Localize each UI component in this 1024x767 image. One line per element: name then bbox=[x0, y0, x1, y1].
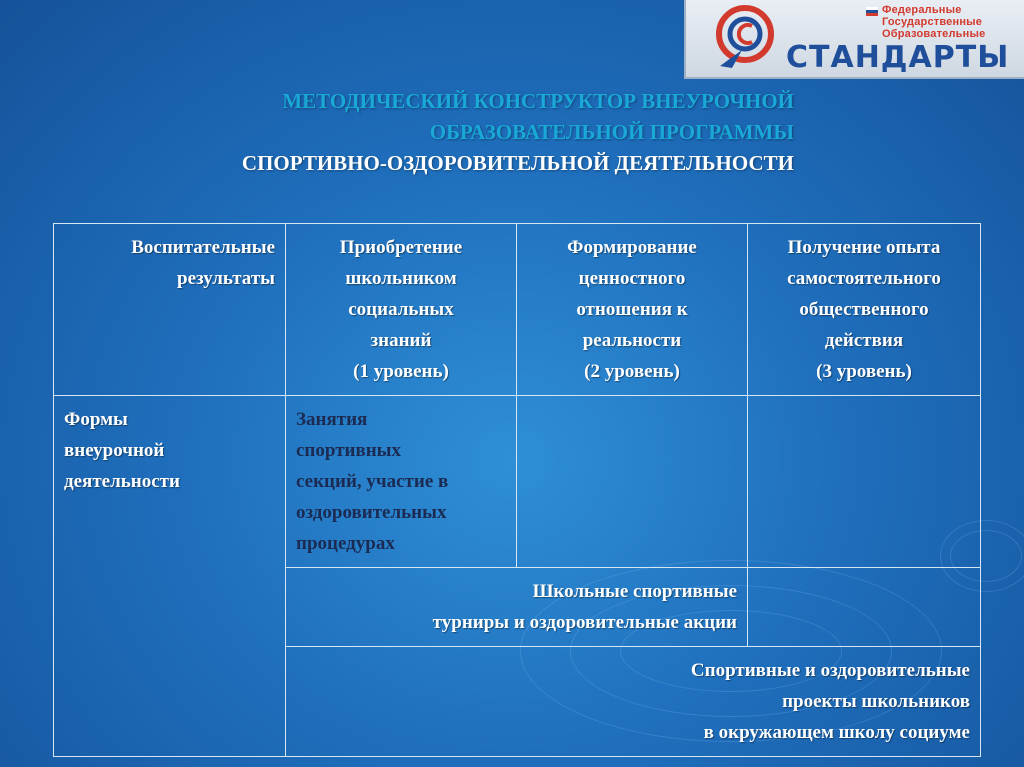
empty-cell bbox=[748, 396, 981, 568]
forms-label-cell: Формы внеурочной деятельности bbox=[54, 396, 286, 757]
header-level-2: Формирование ценностного отношения к реальности (2 уровень) bbox=[517, 224, 748, 396]
title-line-1: МЕТОДИЧЕСКИЙ КОНСТРУКТОР ВНЕУРОЧНОЙ bbox=[282, 89, 794, 113]
empty-cell bbox=[748, 568, 981, 647]
logo-title: СТАНДАРТЫ bbox=[786, 40, 1010, 75]
title-line-2: ОБРАЗОВАТЕЛЬНОЙ ПРОГРАММЫ bbox=[429, 120, 794, 144]
table-row bbox=[54, 396, 981, 568]
fgos-logo bbox=[684, 0, 1024, 79]
title-line-3: СПОРТИВНО-ОЗДОРОВИТЕЛЬНОЙ ДЕЯТЕЛЬНОСТИ bbox=[241, 151, 794, 175]
header-level-1: Приобретение школьником социальных знаний (1 уровень) bbox=[286, 224, 517, 396]
form-projects-cell: Спортивные и оздоровительные проекты школьников в окружающем школу социуме bbox=[286, 647, 981, 757]
constructor-table bbox=[53, 223, 981, 757]
fgos-emblem-icon bbox=[712, 4, 778, 72]
empty-cell bbox=[517, 396, 748, 568]
form-sport-sections-cell: Занятия спортивных секций, участие в оздоровительных процедурах bbox=[286, 396, 517, 568]
table-header-row bbox=[54, 224, 981, 396]
header-level-3: Получение опыта самостоятельного общественного действия (3 уровень) bbox=[748, 224, 981, 396]
page-title bbox=[100, 86, 794, 179]
logo-subtitle: Федеральные Государственные Образовательные bbox=[882, 4, 986, 40]
russia-flag-icon bbox=[866, 7, 878, 16]
form-tournaments-cell: Школьные спортивные турниры и оздоровительные акции bbox=[286, 568, 748, 647]
header-results: Воспитательные результаты bbox=[54, 224, 286, 396]
